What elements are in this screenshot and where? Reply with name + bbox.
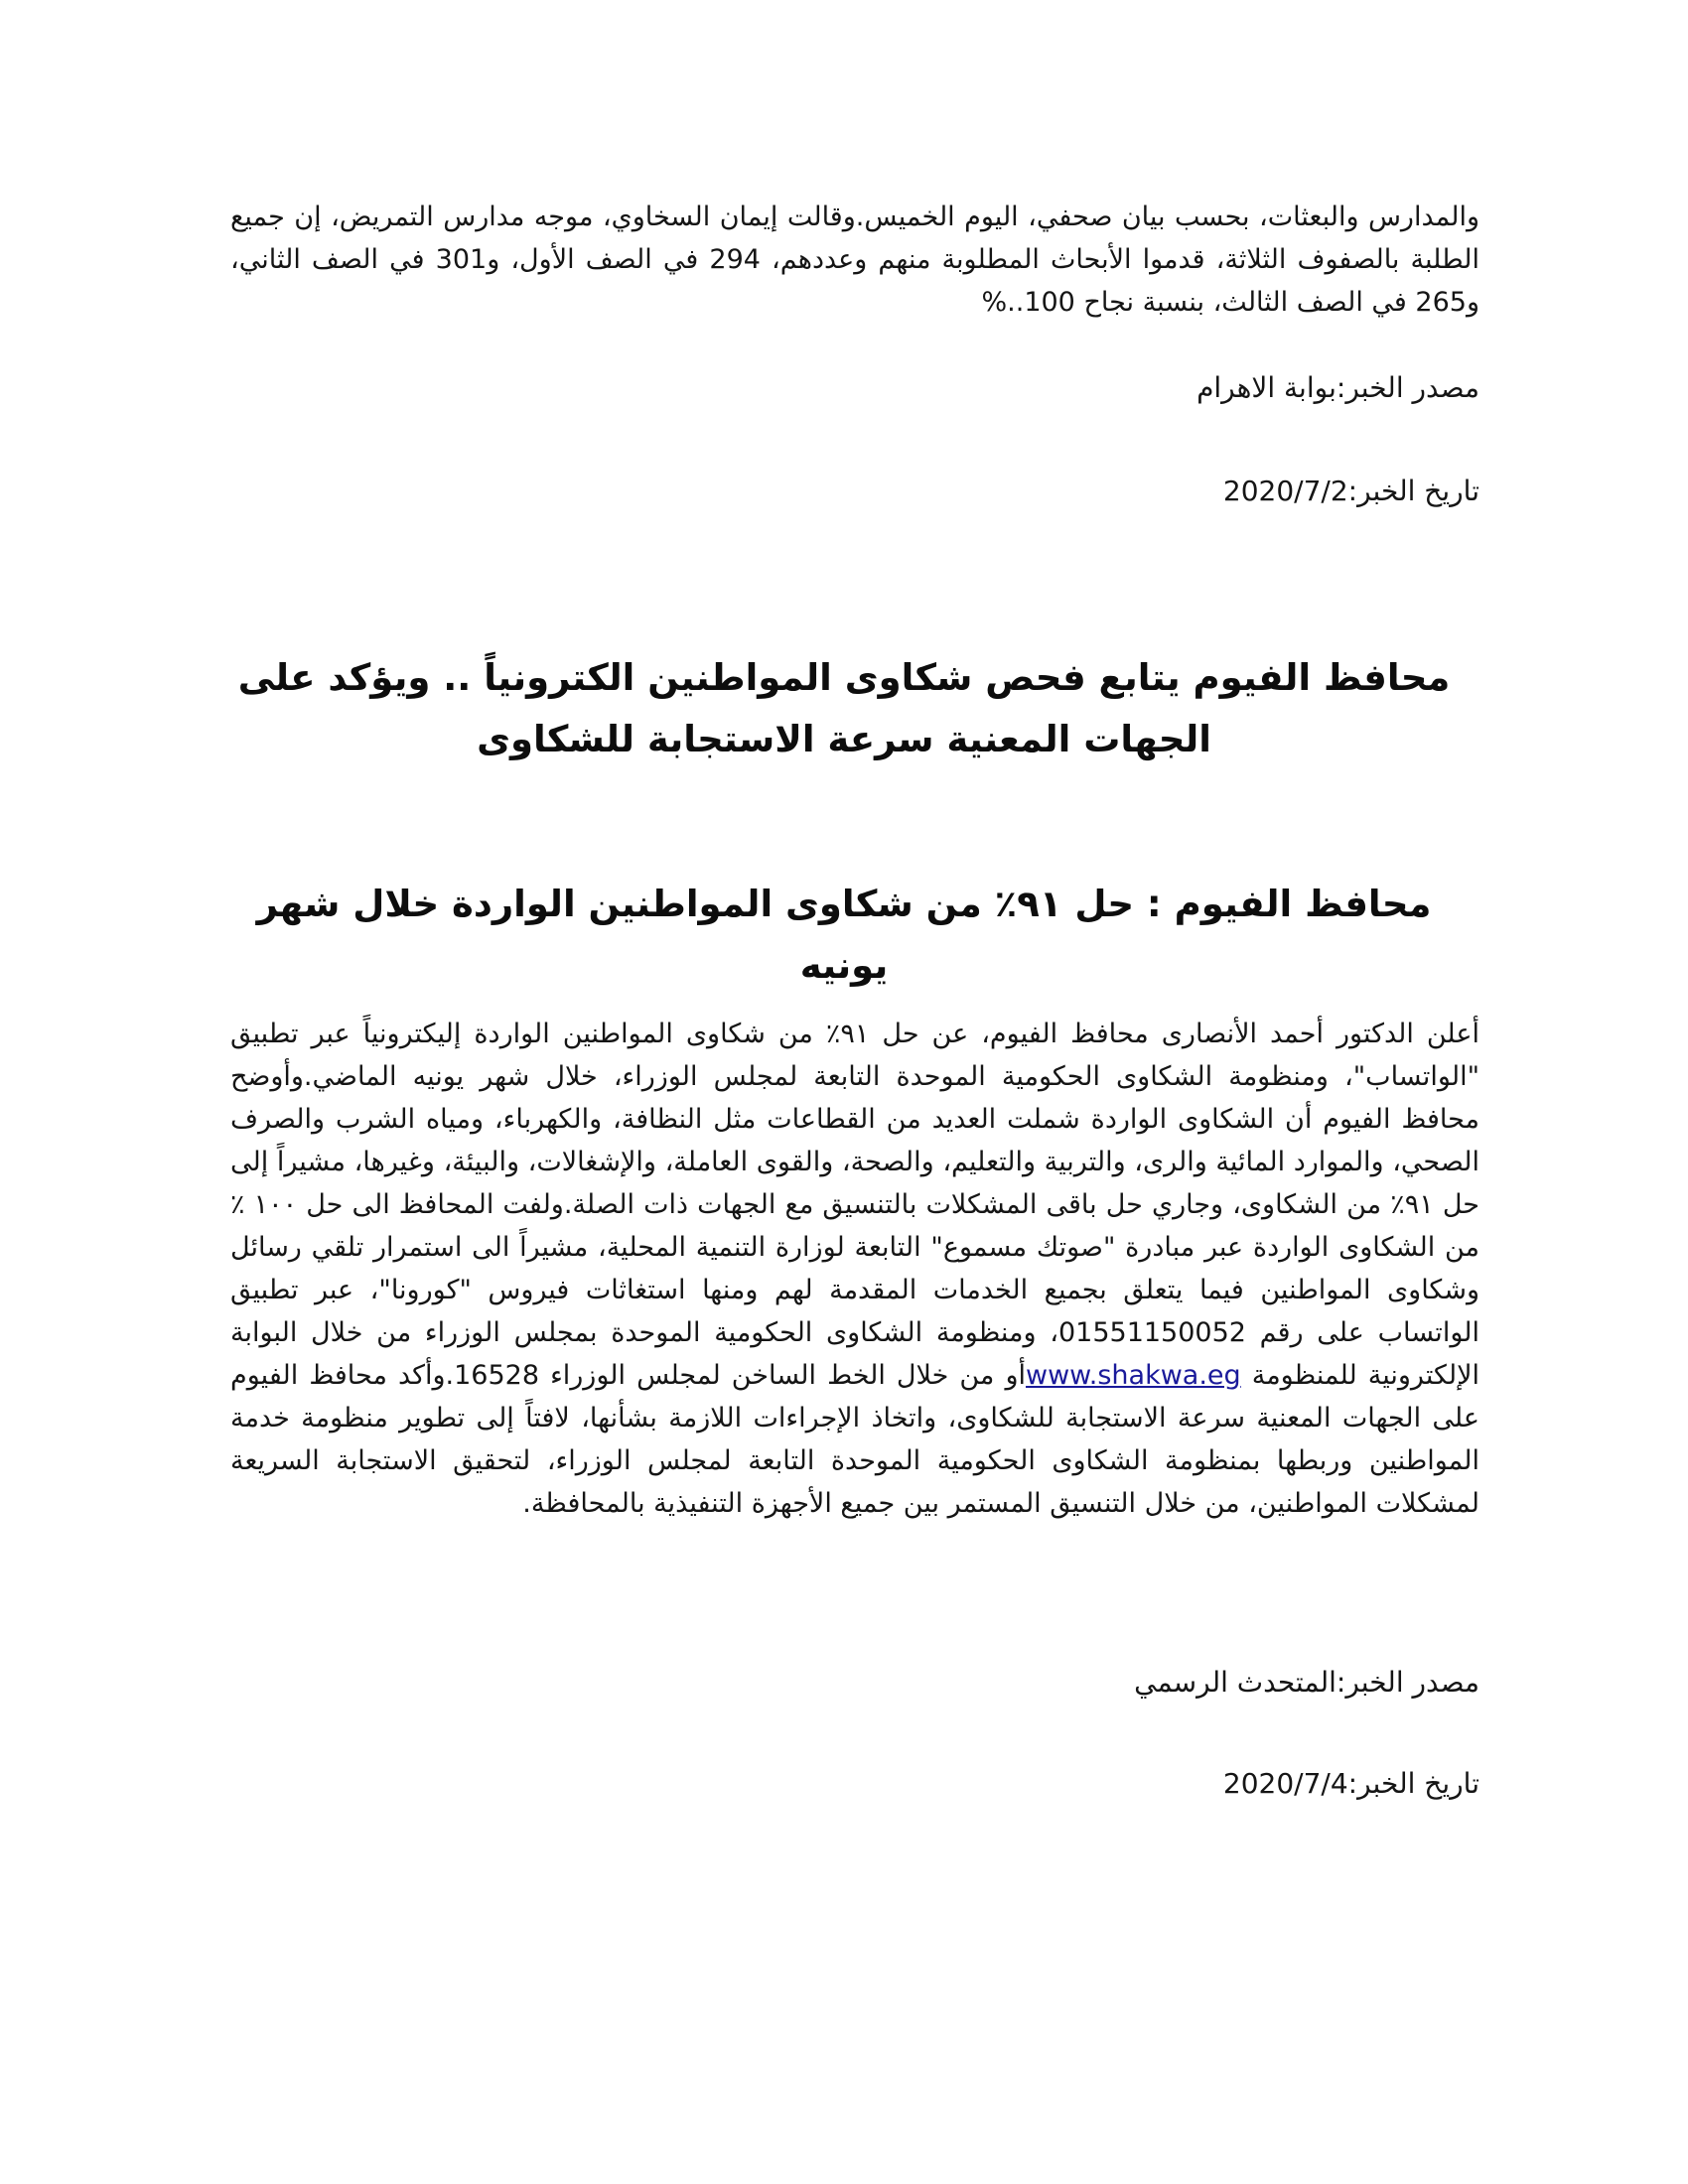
- article-2-headline: محافظ الفيوم يتابع فحص شكاوى المواطنين الكترونياً .. ويؤكد على الجهات المعنية سرعة الاستجابة للشكاوى: [237, 656, 1451, 760]
- article-2-date: تاريخ الخبر:2020/7/4: [1222, 1767, 1479, 1800]
- article-2-body-part-1: أعلن الدكتور أحمد الأنصارى محافظ الفيوم، عن حل ٩١٪ من شكاوى المواطنين الواردة إليكترونياً عبر تطبيق "الواتساب"، ومنظومة الشكاوى الحكومية الموحدة التابعة لمجلس الوزراء، خلال شهر يونيه الماضي.وأوضح محافظ الفيوم أن الشكاوى الواردة شملت العديد من القطاعات مثل النظافة، والكهرباء، ومياه الشرب والصرف الصحي، والموارد المائية والرى، والتربية والتعليم، والصحة، والقوى العاملة، والإشغالات، والبيئة، وغيرها، مشيراً إلى حل ٩١٪ من الشكاوى، وجاري حل باقى المشكلات بالتنسيق مع الجهات ذات الصلة.ولفت المحافظ الى حل ١٠٠ ٪ من الشكاوى الواردة عبر مبادرة "صوتك مسموع" التابعة لوزارة التنمية المحلية، مشيراً الى استمرار تلقي رسائل وشكاوى المواطنين فيما يتعلق بجميع الخدمات المقدمة لهم ومنها استغاثات فيروس "كورونا"، عبر تطبيق الواتساب على رقم 01551150052، ومنظومة الشكاوى الحكومية الموحدة بمجلس الوزراء من خلال البوابة الإلكترونية للمنظومة: [230, 1019, 1480, 1391]
- article-2-source: مصدر الخبر:المتحدث الرسمي: [1134, 1666, 1479, 1699]
- article-2-body-part-2: أو من خلال الخط الساخن لمجلس الوزراء 16528.وأكد محافظ الفيوم على الجهات المعنية سرعة الاستجابة للشكاوى، واتخاذ الإجراءات اللازمة بشأنها، لافتاً إلى تطوير منظومة خدمة المواطنين وربطها بمنظومة الشكاوى الحكومية الموحدة التابعة لمجلس الوزراء، لتحقيق الاستجابة السريعة لمشكلات المواطنين، من خلال التنسيق المستمر بين جميع الأجهزة التنفيذية بالمحافظة.: [230, 1360, 1479, 1519]
- article-1-body: والمدارس والبعثات، بحسب بيان صحفي، اليوم الخميس.وقالت إيمان السخاوي، موجه مدارس التمريض، إن جميع الطلبة بالصفوف الثلاثة، قدموا الأبحاث المطلوبة منهم وعددهم، 294 في الصف الأول، و301 في الصف الثاني، و265 في الصف الثالث، بنسبة نجاح 100..%: [230, 202, 1479, 318]
- article-2-subheadline: محافظ الفيوم : حل ٩١٪ من شكاوى المواطنين الواردة خلال شهر يونيه: [256, 883, 1432, 987]
- article-2-body: [230, 1013, 1479, 1525]
- shakwa-link[interactable]: www.shakwa.eg: [1026, 1360, 1241, 1391]
- article-1-date: تاريخ الخبر:2020/7/2: [1222, 475, 1479, 507]
- article-1-source: مصدر الخبر:بوابة الاهرام: [1196, 371, 1479, 404]
